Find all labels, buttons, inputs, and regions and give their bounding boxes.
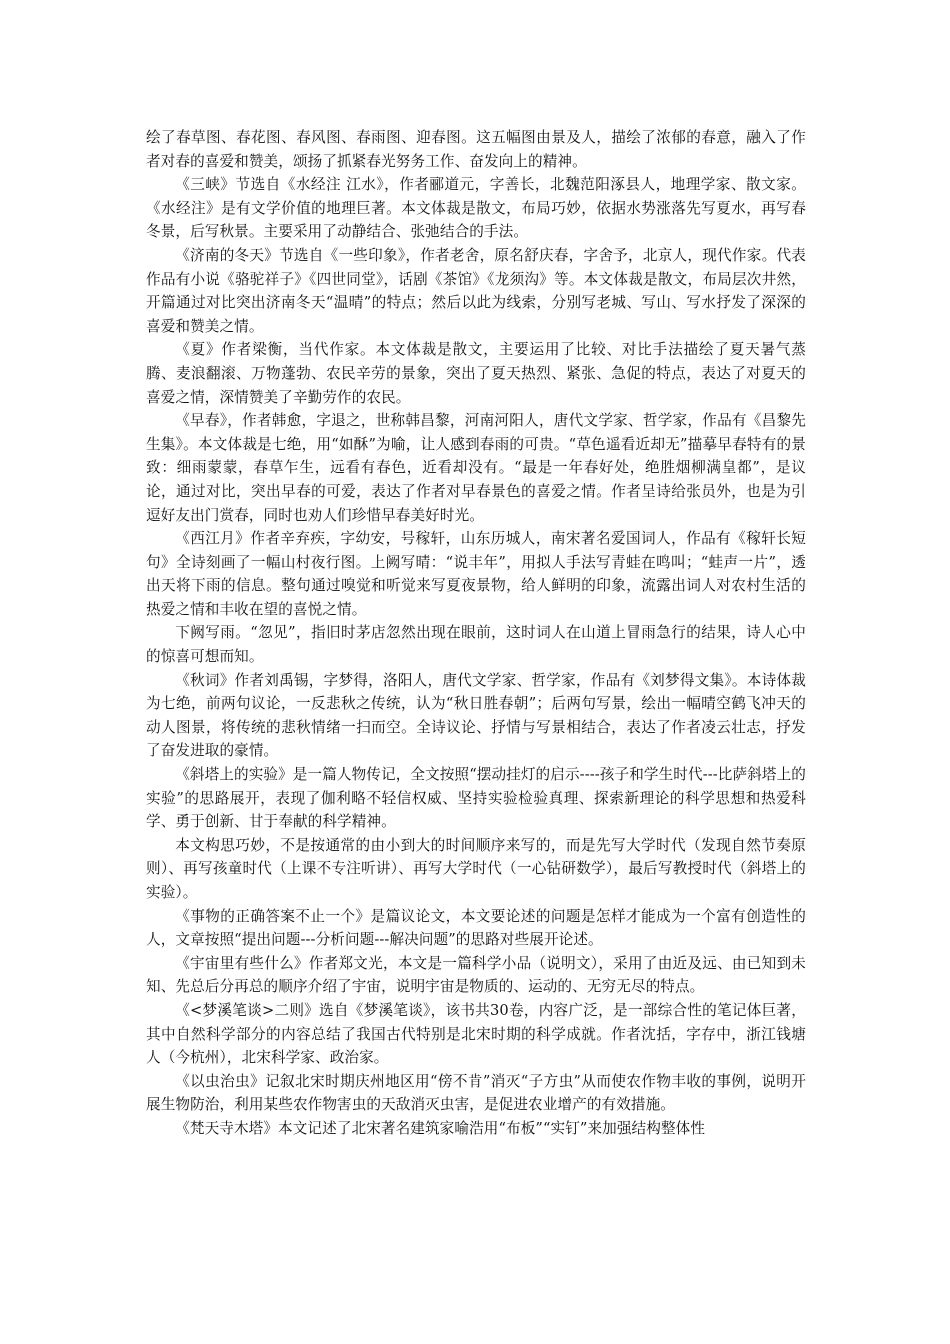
paragraph-qiuci: 《秋词》作者刘禹锡，字梦得，洛阳人，唐代文学家、哲学家，作品有《刘梦得文集》。本诗体裁为七绝，前两句议论，一反悲秋之传统，认为“秋日胜春朝”；后两句写景，绘出一幅晴空鹤飞冲天的动人图景，将传统的悲秋情绪一扫而空。全诗议论、抒情与写景相结合，表达了作者凌云壮志，抒发了奋发进取的豪情。 <box>146 671 806 760</box>
paragraph-structure: 本文构思巧妙，不是按通常的由小到大的时间顺序来写的，而是先写大学时代（发现自然节奏原则）、再写孩童时代（上课不专注听讲）、再写大学时代（一心钻研数学），最后写教授时代（斜塔上的实验）。 <box>146 836 806 901</box>
paragraph-zaochun: 《早春》，作者韩愈，字退之，世称韩昌黎，河南河阳人，唐代文学家、哲学家，作品有《昌黎先生集》。本文体裁是七绝，用“如酥”为喻，让人感到春雨的可贵。“草色遥看近却无”描摹早春特有的景致：细雨蒙蒙，春草乍生，远看有春色，近看却没有。“最是一年春好处，绝胜烟柳满皇都”，是议论，通过对比，突出早春的可爱，表达了作者对早春景色的喜爱之情。作者呈诗给张员外，也是为引逗好友出门赏春，同时也劝人们珍惜早春美好时光。 <box>146 412 806 524</box>
paragraph-correct-answer: 《事物的正确答案不止一个》是篇议论文，本文要论述的问题是怎样才能成为一个富有创造性的人，文章按照“提出问题---分析问题---解决问题”的思路对些展开论述。 <box>146 907 806 949</box>
paragraph-universe: 《宇宙里有些什么》作者郑文光，本文是一篇科学小品（说明文），采用了由近及远、由已知到未知、先总后分再总的顺序介绍了宇宙，说明宇宙是物质的、运动的、无穷无尽的特点。 <box>146 954 806 996</box>
document-page <box>146 126 806 1141</box>
paragraph-intro-continued: 绘了春草图、春花图、春风图、春雨图、迎春图。这五幅图由景及人，描绘了浓郁的春意，融入了作者对春的喜爱和赞美，颂扬了抓紧春光努务工作、奋发向上的精神。 <box>146 129 806 170</box>
paragraph-xiaque: 下阙写雨。“忽见”，指旧时茅店忽然出现在眼前，这时词人在山道上冒雨急行的结果，诗人心中的惊喜可想而知。 <box>146 624 806 666</box>
paragraph-xijiangyue: 《西江月》作者辛弃疾，字幼安，号稼轩，山东历城人，南宋著名爱国词人，作品有《稼轩长短句》全诗刻画了一幅山村夜行图。上阙写晴：“说丰年”，用拟人手法写青蛙在鸣叫；“蛙声一片”，透出天将下雨的信息。整句通过嗅觉和听觉来写夏夜景物，给人鲜明的印象，流露出词人对农村生活的热爱之情和丰收在望的喜悦之情。 <box>146 530 806 618</box>
paragraph-sanxia: 《三峡》节选自《水经注 江水》，作者郦道元，字善长，北魏范阳涿县人，地理学家、散文家。《水经注》是有文学价值的地理巨著。本文体裁是散文，布局巧妙，依据水势涨落先写夏水，再写春冬景，后写秋景。主要采用了动静结合、张弛结合的手法。 <box>146 176 806 241</box>
paragraph-insect-control: 《以虫治虫》记叙北宋时期庆州地区用“傍不肯”消灭“子方虫”从而使农作物丰收的事例，说明开展生物防治，利用某些农作物害虫的天敌消灭虫害，是促进农业增产的有效措施。 <box>146 1072 806 1114</box>
paragraph-jinan-winter: 《济南的冬天》节选自《一些印象》，作者老舍，原名舒庆春，字舍予，北京人，现代作家。代表作品有小说《骆驼祥子》《四世同堂》，话剧《茶馆》《龙须沟》等。本文体裁是散文，布局层次井然，开篇通过对比突出济南冬天“温晴”的特点；然后以此为线索，分别写老城、写山、写水抒发了深深的喜爱和赞美之情。 <box>146 246 806 335</box>
paragraph-fantian-pagoda: 《梵天寺木塔》本文记述了北宋著名建筑家喻浩用“布板”“实钉”来加强结构整体性 <box>175 1119 706 1137</box>
paragraph-leaning-tower: 《斜塔上的实验》是一篇人物传记，全文按照“摆动挂灯的启示----孩子和学生时代---比萨斜塔上的实验”的思路展开，表现了伽利略不轻信权威、坚持实验检验真理、探索新理论的科学思想和热爱科学、勇于创新、甘于奉献的科学精神。 <box>146 766 806 831</box>
paragraph-xia: 《夏》作者梁衡，当代作家。本文体裁是散文，主要运用了比较、对比手法描绘了夏天暑气蒸腾、麦浪翻滚、万物蓬勃、农民辛劳的景象，突出了夏天热烈、紧张、急促的特点，表达了对夏天的喜爱之情，深情赞美了辛勤劳作的农民。 <box>146 341 806 406</box>
paragraph-mengxi: 《<梦溪笔谈>二则》选自《梦溪笔谈》，该书共30卷，内容广泛，是一部综合性的笔记体巨著，其中自然科学部分的内容总结了我国古代特别是北宋时期的科学成就。作者沈括，字存中，浙江钱塘人（今杭州），北宋科学家、政治家。 <box>146 1001 806 1067</box>
